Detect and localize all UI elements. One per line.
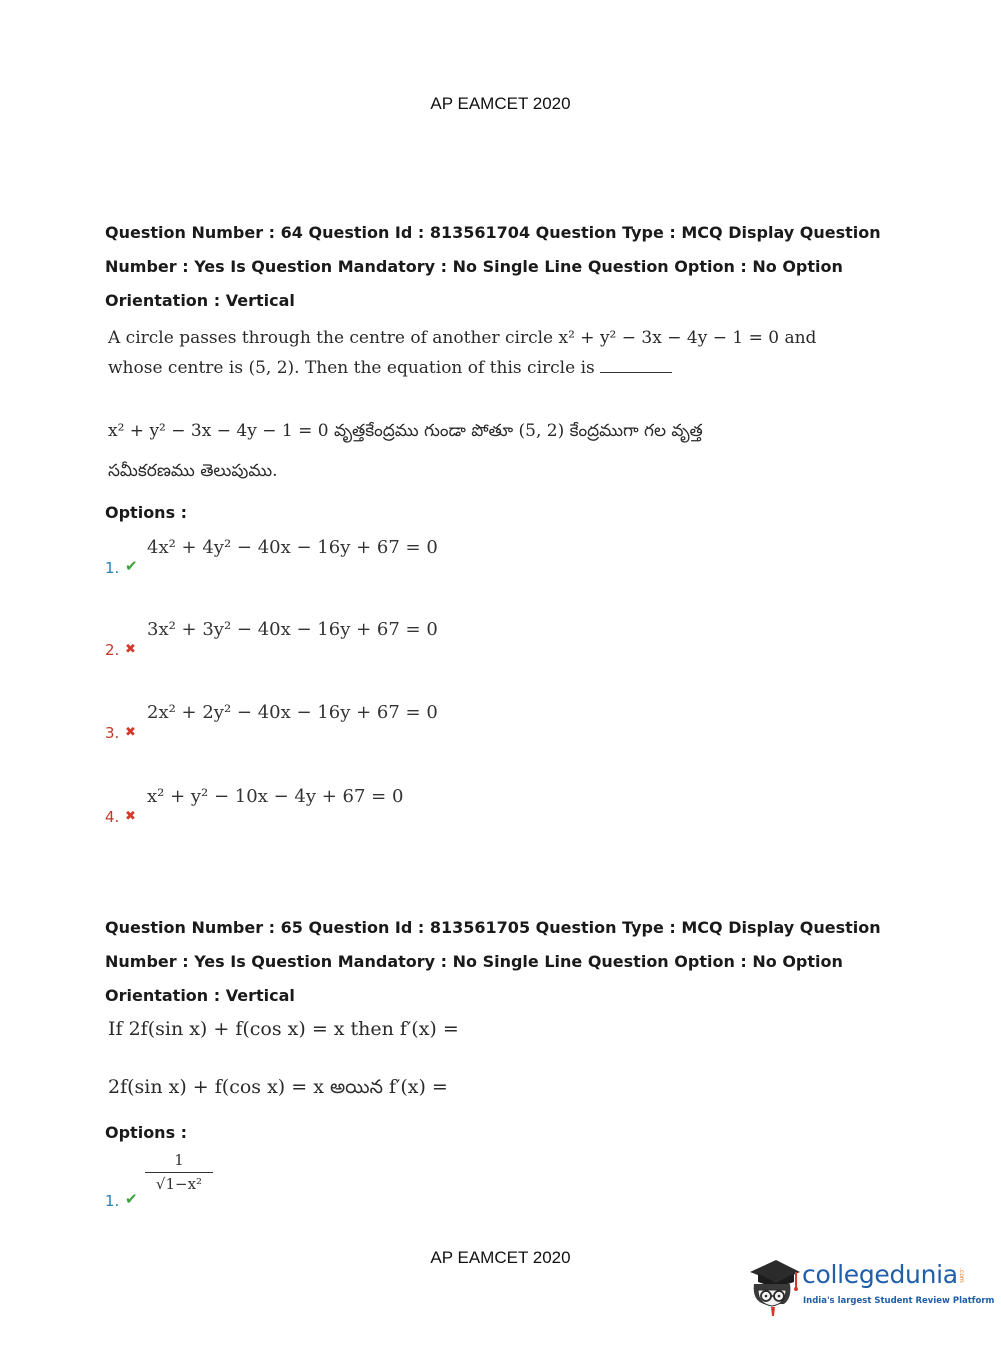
fraction-expression: [145, 1150, 213, 1194]
option-expression: x² + y² − 10x − 4y + 67 = 0: [147, 786, 404, 807]
question-65-english: If 2f(sin x) + f(cos x) = x then f′(x) =: [108, 1018, 459, 1040]
option-2: [105, 619, 705, 659]
option-number: 4.: [105, 808, 120, 826]
mascot-icon: [744, 1254, 802, 1318]
page-footer-title: AP EAMCET 2020: [430, 1248, 571, 1267]
option-number: 1.: [105, 1192, 120, 1210]
collegedunia-logo: [744, 1254, 995, 1318]
check-icon: ✔: [125, 1190, 138, 1208]
meta-line: Orientation : Vertical: [105, 291, 295, 310]
meta-line: Question Number : 64 Question Id : 813561704 Question Type : MCQ Display Question: [105, 223, 881, 242]
logo-wordmark: collegedunia: [802, 1260, 958, 1289]
fraction-denominator: √1−x²: [155, 1175, 203, 1193]
option-3: [105, 702, 705, 742]
telugu-text-line: x² + y² − 3x − 4y − 1 = 0 వృత్తకేంద్రము గుండా పోతూ (5, 2) కేంద్రముగా గల వృత్త: [108, 421, 703, 441]
question-65-telugu: 2f(sin x) + f(cos x) = x అయిన f′(x) =: [108, 1076, 448, 1098]
cross-icon: ✖: [125, 809, 136, 824]
option-number: 3.: [105, 724, 120, 742]
fraction-bar: [145, 1172, 213, 1173]
option-1: [105, 537, 705, 577]
logo-domain: .com: [958, 1268, 965, 1283]
question-equation: x² + y² − 3x − 4y − 1 = 0: [558, 328, 780, 348]
option-number: 2.: [105, 641, 120, 659]
question-text: whose centre is (5, 2). Then the equation of this circle is: [108, 358, 601, 378]
check-icon: ✔: [125, 557, 138, 575]
logo-tagline: India's largest Student Review Platform: [803, 1296, 995, 1306]
meta-line: Number : Yes Is Question Mandatory : No Single Line Question Option : No Option: [105, 257, 843, 276]
option-expression: 4x² + 4y² − 40x − 16y + 67 = 0: [147, 537, 438, 558]
cross-icon: ✖: [125, 642, 136, 657]
question-text: and: [779, 328, 817, 348]
option-expression: 3x² + 3y² − 40x − 16y + 67 = 0: [147, 619, 438, 640]
meta-line: Number : Yes Is Question Mandatory : No Single Line Question Option : No Option: [105, 952, 843, 971]
page-header-title: AP EAMCET 2020: [430, 94, 571, 113]
option-expression: 2x² + 2y² − 40x − 16y + 67 = 0: [147, 702, 438, 723]
options-label: Options :: [105, 1123, 188, 1142]
answer-blank: [600, 358, 672, 373]
option-1: [105, 1150, 705, 1212]
question-64-english: [108, 323, 816, 383]
cross-icon: ✖: [125, 725, 136, 740]
option-number: 1.: [105, 559, 120, 577]
question-text: A circle passes through the centre of another circle: [108, 328, 559, 348]
options-label: Options :: [105, 503, 188, 522]
fraction-numerator: 1: [174, 1151, 184, 1169]
question-text-line: [108, 323, 816, 353]
option-4: [105, 786, 705, 826]
question-text-line: [108, 353, 816, 383]
question-64-telugu: [108, 411, 703, 491]
question-64-meta: [105, 216, 881, 318]
meta-line: Orientation : Vertical: [105, 986, 295, 1005]
question-65-meta: [105, 911, 881, 1013]
telugu-text-line: సమీకరణము తెలుపుము.: [108, 461, 278, 481]
meta-line: Question Number : 65 Question Id : 813561705 Question Type : MCQ Display Question: [105, 918, 881, 937]
